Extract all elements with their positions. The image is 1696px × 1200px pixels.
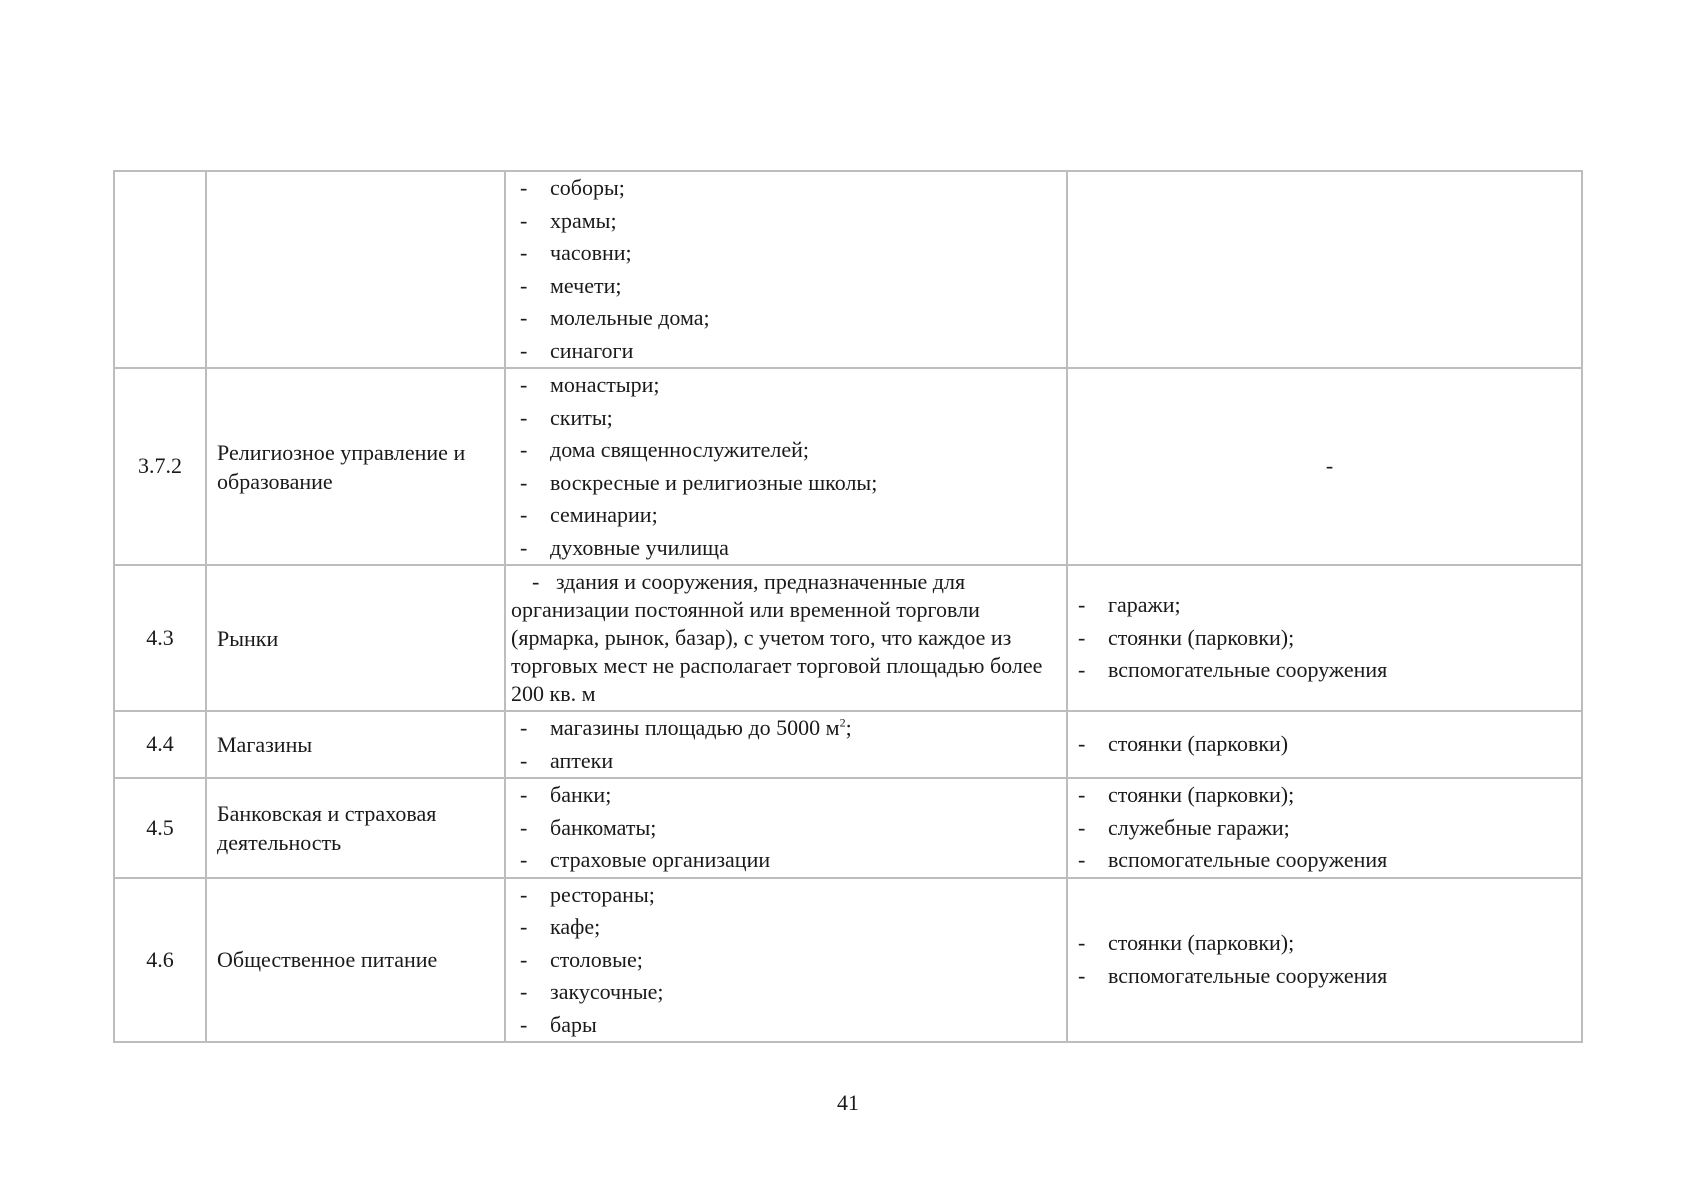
main-uses-list — [520, 779, 1066, 877]
list-item: - соборы; — [520, 172, 1066, 205]
aux-uses-cell — [1067, 778, 1582, 878]
list-item: - столовые; — [520, 944, 1066, 977]
aux-uses-list — [1078, 589, 1581, 687]
main-uses-paragraph: - здания и сооружения, предназначенные для организации постоянной или временной торговли (ярмарка, рынок, базар), с учетом того, что каждое из торговых мест не располагает торговой площадью более 200 кв. м — [511, 569, 1043, 706]
aux-uses-list — [1078, 927, 1581, 992]
list-item: - аптеки — [520, 745, 1066, 778]
list-item: - молельные дома; — [520, 302, 1066, 335]
aux-uses-list — [1078, 728, 1581, 761]
list-item: - монастыри; — [520, 369, 1066, 402]
row-code — [114, 171, 206, 368]
list-item: - закусочные; — [520, 976, 1066, 1009]
main-uses-list — [520, 712, 1066, 777]
list-item: - воскресные и религиозные школы; — [520, 467, 1066, 500]
paragraph-first-line: здания и сооружения, предназначенные для — [555, 569, 966, 594]
table-row — [114, 368, 1582, 565]
list-item: - стоянки (парковки); — [1078, 927, 1581, 960]
row-name: Рынки — [206, 565, 505, 711]
row-name — [206, 171, 505, 368]
table-row — [114, 171, 1582, 368]
list-item: - служебные гаражи; — [1078, 812, 1581, 845]
list-item: - банкоматы; — [520, 812, 1066, 845]
list-item: - вспомогательные сооружения — [1078, 960, 1581, 993]
row-code: 4.6 — [114, 878, 206, 1043]
list-item: - гаражи; — [1078, 589, 1581, 622]
list-item: - вспомогательные сооружения — [1078, 654, 1581, 687]
row-name: Банковская и страховая деятельность — [206, 778, 505, 878]
list-item: - дома священнослужителей; — [520, 434, 1066, 467]
aux-uses-cell: - — [1067, 368, 1582, 565]
row-code: 3.7.2 — [114, 368, 206, 565]
paragraph-rest: организации постоянной или временной торговли (ярмарка, рынок, базар), с учетом того, что каждое из торговых мест не располагает торговой площадью более 200 кв. м — [511, 597, 1043, 706]
list-item: - часовни; — [520, 237, 1066, 270]
list-item: - магазины площадью до 5000 $м^2$; — [520, 712, 1066, 745]
row-code: 4.4 — [114, 711, 206, 778]
list-item: - страховые организации — [520, 844, 1066, 877]
list-item: - вспомогательные сооружения — [1078, 844, 1581, 877]
list-item: - рестораны; — [520, 879, 1066, 912]
row-name: Общественное питание — [206, 878, 505, 1043]
main-uses-list — [520, 879, 1066, 1042]
main-uses-cell — [505, 878, 1067, 1043]
aux-uses-cell — [1067, 878, 1582, 1043]
main-uses-cell — [505, 778, 1067, 878]
list-item: - мечети; — [520, 270, 1066, 303]
list-item: - стоянки (парковки) — [1078, 728, 1581, 761]
table-row — [114, 878, 1582, 1043]
main-uses-cell — [505, 368, 1067, 565]
row-code: 4.3 — [114, 565, 206, 711]
main-uses-cell — [505, 565, 1067, 711]
list-item: - бары — [520, 1009, 1066, 1042]
aux-uses-cell — [1067, 565, 1582, 711]
aux-uses-list — [1078, 779, 1581, 877]
table-row — [114, 778, 1582, 878]
list-item: - скиты; — [520, 402, 1066, 435]
list-item: - стоянки (парковки); — [1078, 779, 1581, 812]
list-item: - духовные училища — [520, 532, 1066, 565]
superscript: 2 — [839, 715, 846, 730]
table-row — [114, 711, 1582, 778]
main-uses-cell — [505, 711, 1067, 778]
main-uses-list — [520, 369, 1066, 564]
list-item: - стоянки (парковки); — [1078, 622, 1581, 655]
list-item: - синагоги — [520, 335, 1066, 368]
aux-uses-cell — [1067, 711, 1582, 778]
main-uses-cell — [505, 171, 1067, 368]
row-name: Магазины — [206, 711, 505, 778]
aux-uses-cell — [1067, 171, 1582, 368]
list-item: - семинарии; — [520, 499, 1066, 532]
main-uses-list — [520, 172, 1066, 367]
land-use-table — [113, 170, 1583, 1043]
list-item: - банки; — [520, 779, 1066, 812]
page-number: 41 — [837, 1090, 859, 1115]
list-item: - кафе; — [520, 911, 1066, 944]
list-item: - храмы; — [520, 205, 1066, 238]
row-code: 4.5 — [114, 778, 206, 878]
row-name: Религиозное управление и образование — [206, 368, 505, 565]
table-row — [114, 565, 1582, 711]
